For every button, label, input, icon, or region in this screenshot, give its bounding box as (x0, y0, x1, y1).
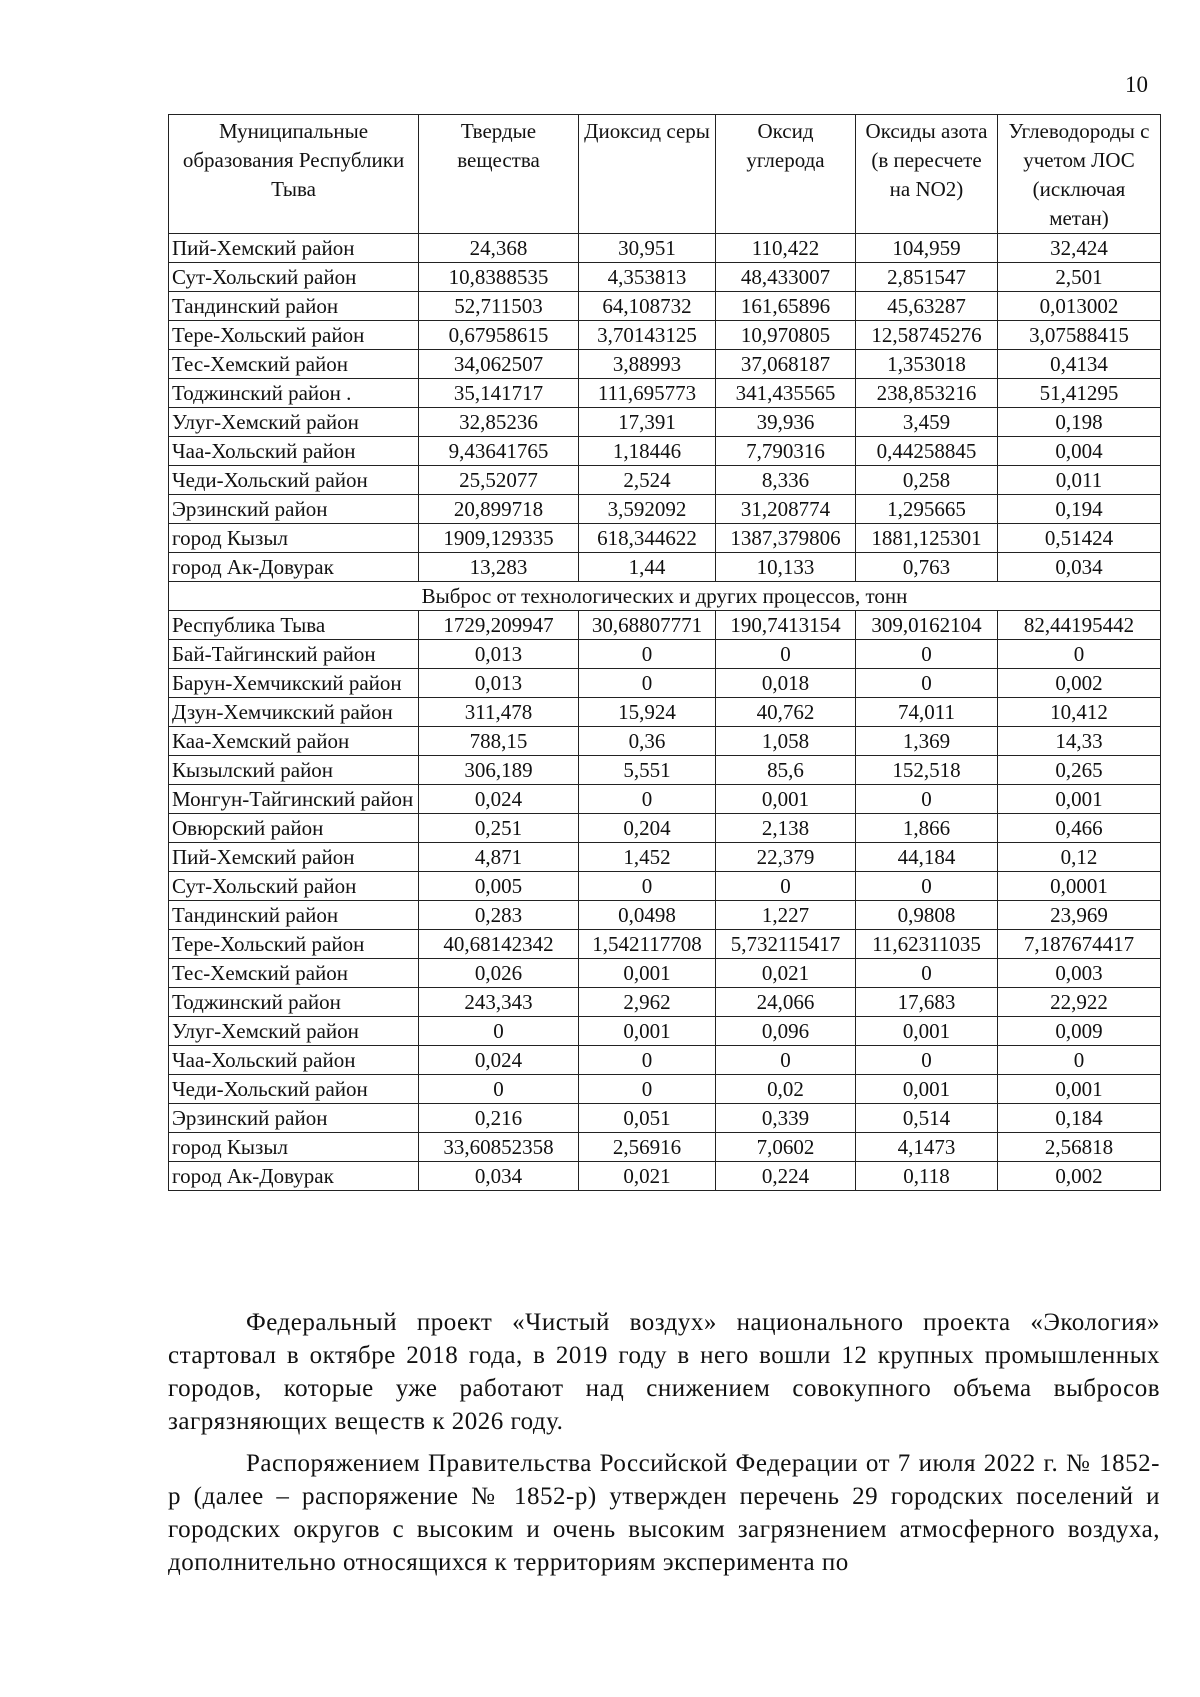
municipality-cell: Улуг-Хемский район (169, 408, 419, 437)
value-cell: 0 (856, 872, 998, 901)
value-cell: 0,36 (579, 727, 716, 756)
value-cell: 23,969 (998, 901, 1161, 930)
municipality-cell: Барун-Хемчикский район (169, 669, 419, 698)
value-cell: 238,853216 (856, 379, 998, 408)
municipality-cell: Тандинский район (169, 292, 419, 321)
header-hydrocarbons: Углеводороды с учетом ЛОС (исключая метан) (998, 115, 1161, 234)
table-row (169, 901, 1161, 930)
municipality-cell: Дзун-Хемчикский район (169, 698, 419, 727)
municipality-cell: Тере-Хольский район (169, 321, 419, 350)
value-cell: 0,258 (856, 466, 998, 495)
value-cell: 1729,209947 (419, 611, 579, 640)
value-cell: 0,001 (579, 1017, 716, 1046)
section-title: Выброс от технологических и других процессов, тонн (169, 582, 1161, 611)
value-cell: 10,133 (716, 553, 856, 582)
value-cell: 33,60852358 (419, 1133, 579, 1162)
value-cell: 13,283 (419, 553, 579, 582)
body-text (168, 1306, 1160, 1588)
value-cell: 0,184 (998, 1104, 1161, 1133)
municipality-cell: Улуг-Хемский район (169, 1017, 419, 1046)
municipality-cell: Каа-Хемский район (169, 727, 419, 756)
value-cell: 7,790316 (716, 437, 856, 466)
value-cell: 1,058 (716, 727, 856, 756)
value-cell: 0,096 (716, 1017, 856, 1046)
value-cell: 0,011 (998, 466, 1161, 495)
section-divider (169, 582, 1161, 611)
value-cell: 0 (579, 1075, 716, 1104)
rows-after (169, 611, 1161, 1191)
value-cell: 24,368 (419, 234, 579, 263)
value-cell: 32,85236 (419, 408, 579, 437)
value-cell: 0,024 (419, 785, 579, 814)
value-cell: 74,011 (856, 698, 998, 727)
value-cell: 341,435565 (716, 379, 856, 408)
table-row (169, 669, 1161, 698)
value-cell: 5,551 (579, 756, 716, 785)
value-cell: 0 (998, 640, 1161, 669)
value-cell: 0,0498 (579, 901, 716, 930)
value-cell: 15,924 (579, 698, 716, 727)
table-row (169, 1017, 1161, 1046)
value-cell: 0,763 (856, 553, 998, 582)
value-cell: 0 (579, 640, 716, 669)
value-cell: 0 (579, 669, 716, 698)
value-cell: 0,051 (579, 1104, 716, 1133)
value-cell: 82,44195442 (998, 611, 1161, 640)
value-cell: 1,542117708 (579, 930, 716, 959)
value-cell: 2,962 (579, 988, 716, 1017)
value-cell: 7,187674417 (998, 930, 1161, 959)
value-cell: 1,369 (856, 727, 998, 756)
value-cell: 0,4134 (998, 350, 1161, 379)
municipality-cell: Чеди-Хольский район (169, 1075, 419, 1104)
value-cell: 10,412 (998, 698, 1161, 727)
municipality-cell: Эрзинский район (169, 1104, 419, 1133)
value-cell: 3,592092 (579, 495, 716, 524)
table-row (169, 524, 1161, 553)
table-header (169, 115, 1161, 234)
value-cell: 0,003 (998, 959, 1161, 988)
table-row (169, 843, 1161, 872)
table-row (169, 872, 1161, 901)
municipality-cell: Тоджинский район . (169, 379, 419, 408)
value-cell: 0,67958615 (419, 321, 579, 350)
table-row (169, 611, 1161, 640)
value-cell: 0 (716, 1046, 856, 1075)
value-cell: 2,56818 (998, 1133, 1161, 1162)
municipality-cell: Тес-Хемский район (169, 350, 419, 379)
municipality-cell: город Ак-Довурак (169, 553, 419, 582)
value-cell: 40,762 (716, 698, 856, 727)
value-cell: 0 (579, 785, 716, 814)
value-cell: 4,871 (419, 843, 579, 872)
value-cell: 0,216 (419, 1104, 579, 1133)
value-cell: 14,33 (998, 727, 1161, 756)
value-cell: 111,695773 (579, 379, 716, 408)
value-cell: 0 (856, 640, 998, 669)
value-cell: 0,02 (716, 1075, 856, 1104)
municipality-cell: Бай-Тайгинский район (169, 640, 419, 669)
municipality-cell: город Кызыл (169, 524, 419, 553)
value-cell: 39,936 (716, 408, 856, 437)
value-cell: 0,283 (419, 901, 579, 930)
value-cell: 1881,125301 (856, 524, 998, 553)
value-cell: 31,208774 (716, 495, 856, 524)
emissions-table (168, 114, 1161, 1191)
municipality-cell: город Ак-Довурак (169, 1162, 419, 1191)
value-cell: 0,021 (716, 959, 856, 988)
value-cell: 44,184 (856, 843, 998, 872)
value-cell: 0,118 (856, 1162, 998, 1191)
table-row (169, 727, 1161, 756)
value-cell: 0,001 (998, 785, 1161, 814)
municipality-cell: Пий-Хемский район (169, 843, 419, 872)
value-cell: 0,001 (716, 785, 856, 814)
value-cell: 0,51424 (998, 524, 1161, 553)
municipality-cell: Тандинский район (169, 901, 419, 930)
value-cell: 7,0602 (716, 1133, 856, 1162)
value-cell: 9,43641765 (419, 437, 579, 466)
value-cell: 1,452 (579, 843, 716, 872)
value-cell: 0 (579, 872, 716, 901)
value-cell: 0,002 (998, 669, 1161, 698)
value-cell: 17,683 (856, 988, 998, 1017)
value-cell: 0,194 (998, 495, 1161, 524)
table-row (169, 1162, 1161, 1191)
value-cell: 0,021 (579, 1162, 716, 1191)
value-cell: 190,7413154 (716, 611, 856, 640)
table-row (169, 756, 1161, 785)
value-cell: 30,68807771 (579, 611, 716, 640)
value-cell: 0 (419, 1075, 579, 1104)
table-row (169, 785, 1161, 814)
municipality-cell: Пий-Хемский район (169, 234, 419, 263)
municipality-cell: Республика Тыва (169, 611, 419, 640)
rows-before (169, 234, 1161, 582)
value-cell: 37,068187 (716, 350, 856, 379)
table-row (169, 466, 1161, 495)
value-cell: 48,433007 (716, 263, 856, 292)
value-cell: 311,478 (419, 698, 579, 727)
value-cell: 17,391 (579, 408, 716, 437)
table-row (169, 959, 1161, 988)
value-cell: 85,6 (716, 756, 856, 785)
value-cell: 64,108732 (579, 292, 716, 321)
value-cell: 1,227 (716, 901, 856, 930)
value-cell: 0,001 (579, 959, 716, 988)
value-cell: 0,44258845 (856, 437, 998, 466)
value-cell: 0,514 (856, 1104, 998, 1133)
value-cell: 0,004 (998, 437, 1161, 466)
value-cell: 0,265 (998, 756, 1161, 785)
value-cell: 2,524 (579, 466, 716, 495)
table-row (169, 814, 1161, 843)
value-cell: 2,501 (998, 263, 1161, 292)
municipality-cell: Тоджинский район (169, 988, 419, 1017)
value-cell: 0,466 (998, 814, 1161, 843)
value-cell: 0,198 (998, 408, 1161, 437)
value-cell: 3,88993 (579, 350, 716, 379)
value-cell: 32,424 (998, 234, 1161, 263)
municipality-cell: Эрзинский район (169, 495, 419, 524)
value-cell: 0 (998, 1046, 1161, 1075)
value-cell: 8,336 (716, 466, 856, 495)
table-row (169, 495, 1161, 524)
value-cell: 1387,379806 (716, 524, 856, 553)
value-cell: 0,001 (856, 1017, 998, 1046)
value-cell: 243,343 (419, 988, 579, 1017)
value-cell: 0,013 (419, 669, 579, 698)
value-cell: 1,44 (579, 553, 716, 582)
value-cell: 0,013 (419, 640, 579, 669)
municipality-cell: Сут-Хольский район (169, 872, 419, 901)
table-row (169, 1075, 1161, 1104)
value-cell: 0,009 (998, 1017, 1161, 1046)
value-cell: 2,851547 (856, 263, 998, 292)
table-row (169, 553, 1161, 582)
value-cell: 5,732115417 (716, 930, 856, 959)
value-cell: 306,189 (419, 756, 579, 785)
table-row (169, 234, 1161, 263)
value-cell: 104,959 (856, 234, 998, 263)
value-cell: 52,711503 (419, 292, 579, 321)
value-cell: 0,339 (716, 1104, 856, 1133)
value-cell: 1909,129335 (419, 524, 579, 553)
table-row (169, 698, 1161, 727)
municipality-cell: Монгун-Тайгинский район (169, 785, 419, 814)
value-cell: 0,005 (419, 872, 579, 901)
value-cell: 35,141717 (419, 379, 579, 408)
value-cell: 0,001 (856, 1075, 998, 1104)
value-cell: 10,8388535 (419, 263, 579, 292)
table-row (169, 263, 1161, 292)
value-cell: 10,970805 (716, 321, 856, 350)
value-cell: 0,018 (716, 669, 856, 698)
value-cell: 0 (856, 1046, 998, 1075)
municipality-cell: Чеди-Хольский район (169, 466, 419, 495)
value-cell: 34,062507 (419, 350, 579, 379)
value-cell: 1,295665 (856, 495, 998, 524)
paragraph: Распоряжением Правительства Российской Федерации от 7 июля 2022 г. № 1852-р (далее – распоряжение № 1852-р) утвержден перечень 29 городских поселений и городских округов с высоким и очень высоким загрязнением атмосферного воздуха, дополнительно относящихся к территориям эксперимента по (168, 1450, 1160, 1576)
value-cell: 24,066 (716, 988, 856, 1017)
value-cell: 4,1473 (856, 1133, 998, 1162)
value-cell: 0,9808 (856, 901, 998, 930)
value-cell: 0,204 (579, 814, 716, 843)
municipality-cell: Тес-Хемский район (169, 959, 419, 988)
value-cell: 20,899718 (419, 495, 579, 524)
header-carbon-monoxide: Оксид углерода (716, 115, 856, 234)
section-row (169, 582, 1161, 611)
value-cell: 0 (419, 1017, 579, 1046)
header-municipality: Муниципальные образования Республики Тыва (169, 115, 419, 234)
municipality-cell: Чаа-Хольский район (169, 1046, 419, 1075)
value-cell: 30,951 (579, 234, 716, 263)
table-row (169, 930, 1161, 959)
table-row (169, 1133, 1161, 1162)
table-row (169, 408, 1161, 437)
value-cell: 788,15 (419, 727, 579, 756)
value-cell: 3,459 (856, 408, 998, 437)
value-cell: 0,002 (998, 1162, 1161, 1191)
table-row (169, 640, 1161, 669)
municipality-cell: Овюрский район (169, 814, 419, 843)
value-cell: 1,353018 (856, 350, 998, 379)
table-row (169, 1046, 1161, 1075)
value-cell: 3,07588415 (998, 321, 1161, 350)
value-cell: 1,18446 (579, 437, 716, 466)
value-cell: 0,034 (998, 553, 1161, 582)
value-cell: 22,379 (716, 843, 856, 872)
header-solids: Твердые вещества (419, 115, 579, 234)
value-cell: 0,0001 (998, 872, 1161, 901)
value-cell: 40,68142342 (419, 930, 579, 959)
value-cell: 0,026 (419, 959, 579, 988)
value-cell: 0 (856, 669, 998, 698)
value-cell: 0 (856, 959, 998, 988)
value-cell: 0 (579, 1046, 716, 1075)
page-number: 10 (1125, 72, 1148, 97)
table-row (169, 379, 1161, 408)
value-cell: 618,344622 (579, 524, 716, 553)
value-cell: 11,62311035 (856, 930, 998, 959)
value-cell: 309,0162104 (856, 611, 998, 640)
header-sulfur-dioxide: Диоксид серы (579, 115, 716, 234)
table-row (169, 1104, 1161, 1133)
municipality-cell: Сут-Хольский район (169, 263, 419, 292)
value-cell: 110,422 (716, 234, 856, 263)
value-cell: 2,56916 (579, 1133, 716, 1162)
value-cell: 4,353813 (579, 263, 716, 292)
municipality-cell: город Кызыл (169, 1133, 419, 1162)
value-cell: 12,58745276 (856, 321, 998, 350)
value-cell: 1,866 (856, 814, 998, 843)
value-cell: 0,12 (998, 843, 1161, 872)
value-cell: 0,024 (419, 1046, 579, 1075)
value-cell: 0,034 (419, 1162, 579, 1191)
value-cell: 3,70143125 (579, 321, 716, 350)
table-row (169, 321, 1161, 350)
value-cell: 0,013002 (998, 292, 1161, 321)
value-cell: 0,224 (716, 1162, 856, 1191)
value-cell: 0,001 (998, 1075, 1161, 1104)
value-cell: 0,251 (419, 814, 579, 843)
municipality-cell: Чаа-Хольский район (169, 437, 419, 466)
paragraph: Федеральный проект «Чистый воздух» национального проекта «Экология» стартовал в октябре 2018 года, в 2019 году в него вошли 12 крупных промышленных городов, которые уже работают над снижением совокупного объема выбросов загрязняющих веществ к 2026 году. (168, 1309, 1160, 1435)
header-nitrogen-oxides: Оксиды азота (в пересчете на NO2) (856, 115, 998, 234)
value-cell: 0 (716, 640, 856, 669)
value-cell: 152,518 (856, 756, 998, 785)
municipality-cell: Тере-Хольский район (169, 930, 419, 959)
table-row (169, 350, 1161, 379)
value-cell: 22,922 (998, 988, 1161, 1017)
value-cell: 2,138 (716, 814, 856, 843)
table-row (169, 292, 1161, 321)
value-cell: 161,65896 (716, 292, 856, 321)
value-cell: 51,41295 (998, 379, 1161, 408)
table-row (169, 437, 1161, 466)
value-cell: 45,63287 (856, 292, 998, 321)
municipality-cell: Кызылский район (169, 756, 419, 785)
value-cell: 0 (856, 785, 998, 814)
value-cell: 0 (716, 872, 856, 901)
value-cell: 25,52077 (419, 466, 579, 495)
table-row (169, 988, 1161, 1017)
